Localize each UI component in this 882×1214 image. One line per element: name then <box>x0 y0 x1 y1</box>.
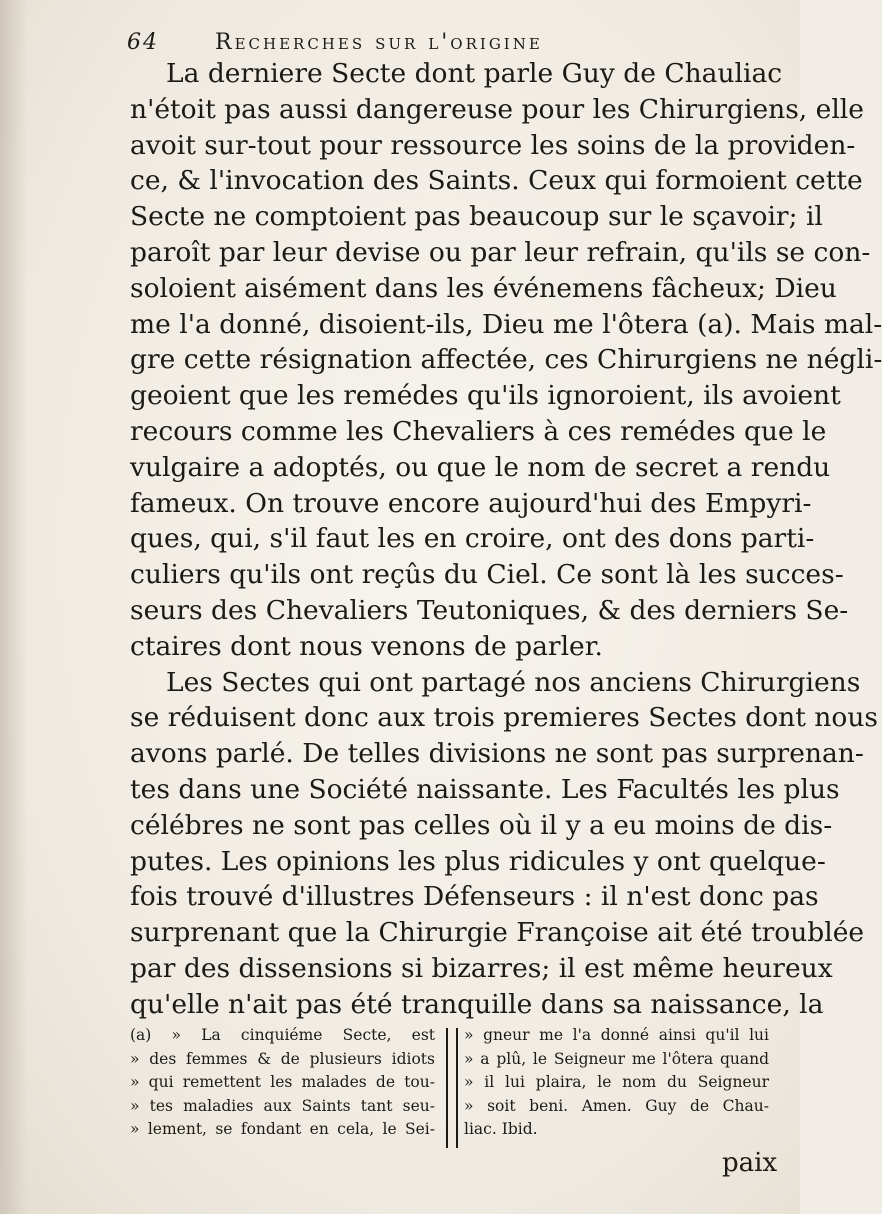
text-line: gre cette résignation affectée, ces Chirurgiens ne négli- <box>130 344 882 376</box>
footnote-line: liac. Ibid. <box>464 1120 538 1138</box>
text-line: soloient aisément dans les événemens fâcheux; Dieu <box>130 272 837 304</box>
text-line: ce, & l'invocation des Saints. Ceux qui formoient cette <box>130 165 863 197</box>
text-line: célébres ne sont pas celles où il y a eu moins de dis- <box>130 809 833 841</box>
text-line: ctaires dont nous venons de parler. <box>130 630 603 662</box>
footnote-line: » qui remettent les malades de tou- <box>130 1073 435 1091</box>
text-line: n'étoit pas aussi dangereuse pour les Chirurgiens, elle <box>130 93 864 125</box>
text-line: ques, qui, s'il faut les en croire, ont des dons parti- <box>130 523 815 555</box>
page-binding-shadow <box>0 0 28 1214</box>
footnote-line: » tes maladies aux Saints tant seu- <box>130 1096 435 1115</box>
footnote-divider <box>446 1028 458 1148</box>
footnote-right-column <box>464 1024 769 1142</box>
text-line: paroît par leur devise ou par leur refrain, qu'ils se con- <box>130 236 871 268</box>
main-text <box>130 56 882 1023</box>
text-line: me l'a donné, disoient-ils, Dieu me l'ôtera (a). Mais mal- <box>130 308 882 340</box>
text-line: se réduisent donc aux trois premieres Sectes dont nous <box>130 702 878 734</box>
text-line: tes dans une Société naissante. Les Facultés les plus <box>130 773 840 805</box>
running-title: Recherches sur l'origine <box>215 30 543 55</box>
footnote-line: » lement, se fondant en cela, le Sei- <box>130 1120 435 1138</box>
text-line: avons parlé. De telles divisions ne sont pas surprenan- <box>130 738 864 770</box>
footnote-line: » gneur me l'a donné ainsi qu'il lui <box>464 1026 769 1044</box>
text-line: seurs des Chevaliers Teutoniques, & des derniers Se- <box>130 594 849 626</box>
text-line: surprenant que la Chirurgie Françoise ait été troublée <box>130 917 865 949</box>
text-line: geoient que les remédes qu'ils ignoroient, ils avoient <box>130 380 841 412</box>
text-line: par des dissensions si bizarres; il est même heureux <box>130 952 833 984</box>
text-line: fois trouvé d'illustres Défenseurs : il n'est donc pas <box>130 881 819 913</box>
text-line: putes. Les opinions les plus ridicules y ont quelque- <box>130 845 826 877</box>
footnote-line: » il lui plaira, le nom du Seigneur <box>464 1073 769 1091</box>
footnote-line: (a) » La cinquiéme Secte, est <box>130 1026 435 1044</box>
footnote-line: » soit beni. Amen. Guy de Chau- <box>464 1096 769 1115</box>
catchword: paix <box>722 1148 778 1178</box>
text-line: Les Sectes qui ont partagé nos anciens Chirurgiens <box>166 666 861 698</box>
footnote-left-column <box>130 1024 435 1142</box>
text-line: qu'elle n'ait pas été tranquille dans sa naissance, la <box>130 988 824 1020</box>
footnote-line: » a plû, le Seigneur me l'ôtera quand <box>464 1049 769 1068</box>
footnote-block <box>130 1024 772 1150</box>
text-line: fameux. On trouve encore aujourd'hui des Empyri- <box>130 487 812 519</box>
text-line: avoit sur-tout pour ressource les soins de la providen- <box>130 129 856 161</box>
page-number: 64 <box>127 30 159 55</box>
text-line: vulgaire a adoptés, ou que le nom de secret a rendu <box>130 451 831 483</box>
text-line: Secte ne comptoient pas beaucoup sur le sçavoir; il <box>130 201 823 233</box>
text-line: culiers qu'ils ont reçûs du Ciel. Ce sont là les succes- <box>130 559 844 591</box>
text-line: recours comme les Chevaliers à ces remédes que le <box>130 415 827 447</box>
footnote-line: » des femmes & de plusieurs idiots <box>130 1049 435 1068</box>
text-line: La derniere Secte dont parle Guy de Chauliac <box>166 58 783 89</box>
